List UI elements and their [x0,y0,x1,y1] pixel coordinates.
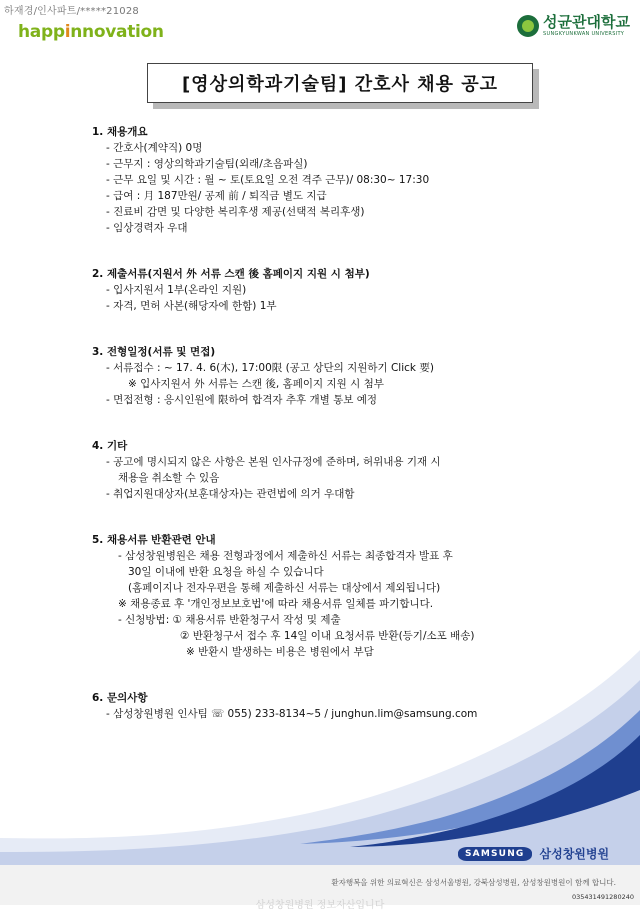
list-item: - 급여 : 月 187만원/ 공제 前 / 퇴직금 별도 지급 [106,190,327,202]
list-item-cont: ② 반환청구서 접수 후 14일 이내 요청서류 반환(등기/소포 배송) [180,630,475,642]
samsung-logo: SAMSUNG [458,847,532,861]
contact-line: - 삼성창원병원 인사팀 ☏ 055) 233-8134~5 / junghun.lim@samsung.com [106,708,478,720]
logo-text-happ: happ [18,22,65,42]
skku-emblem-icon [517,15,539,37]
section-title: 6. 문의사항 [92,692,148,704]
list-item: - 입사지원서 1부(온라인 지원) [106,284,247,296]
title-box [147,63,533,103]
list-item-note: ※ 입사지원서 外 서류는 스캔 後, 홈페이지 지원 시 첨부 [128,378,384,390]
list-item: - 삼성창원병원은 채용 전형과정에서 제출하신 서류는 최종합격자 발표 후 [118,550,453,562]
list-item: - 근무 요일 및 시간 : 월 ~ 토(토요일 오전 격주 근무)/ 08:30~ 17:30 [106,174,430,186]
footer-watermark: 삼성창원병원 정보자산입니다 [255,900,385,911]
list-item-note: ※ 채용종료 후 '개인정보보호법'에 따라 채용서류 일체를 파기합니다. [118,598,434,610]
section-title: 4. 기타 [92,440,128,452]
list-item-cont: 30일 이내에 반환 요청을 하실 수 있습니다 [128,566,324,578]
list-item: - 간호사(계약직) 0명 [106,142,203,154]
list-item-cont: (홈페이지나 전자우편을 통해 제출하신 서류는 대상에서 제외됩니다) [128,582,441,594]
notice-content [92,124,592,722]
skku-name: 성균관대학교 [543,13,630,31]
page-title: [영상의학과기술팀] 간호사 채용 공고 [181,74,499,95]
skku-sub: SUNGKYUNKWAN UNIVERSITY [543,31,625,37]
list-item: - 공고에 명시되지 않은 사항은 본원 인사규정에 준하며, 허위내용 기재 시 [106,456,441,468]
list-item: - 임상경력자 우대 [106,222,188,234]
section-overview [92,124,592,236]
section-title: 1. 채용개요 [92,126,148,138]
section-title: 2. 제출서류(지원서 外 서류 스캔 後 홈페이지 지원 시 첨부) [92,268,370,280]
list-item: - 자격, 면허 사본(해당자에 한함) 1부 [106,300,277,312]
list-item-note: ※ 반환시 발생하는 비용은 병원에서 부담 [186,646,374,658]
skku-logo [517,14,630,37]
top-watermark: 하재경/인사파트/*****21028 [4,6,139,17]
hospital-name: 삼성창원병원 [539,847,610,861]
section-title: 3. 전형일정(서류 및 면접) [92,346,216,358]
list-item: - 진료비 감면 및 다양한 복리후생 제공(선택적 복리후생) [106,206,365,218]
footer-code: 035431491280240 [571,893,634,901]
section-title: 5. 채용서류 반환관련 안내 [92,534,216,546]
section-etc [92,438,592,502]
footer-slogan: 환자행복을 위한 의료혁신은 삼성서울병원, 강북삼성병원, 삼성창원병원이 함께 합니다. [331,878,616,887]
happinnovation-logo [18,22,164,42]
section-schedule [92,344,592,408]
section-documents [92,266,592,314]
list-item: - 취업지원대상자(보훈대상자)는 관련법에 의거 우대함 [106,488,355,500]
list-item: - 면접전형 : 응시인원에 限하여 합격자 추후 개별 통보 예정 [106,394,378,406]
list-item: - 근무지 : 영상의학과기술팀(외래/초음파실) [106,158,308,170]
list-item: - 서류접수 : ~ 17. 4. 6(木), 17:00限 (공고 상단의 지원하기 Click 要) [106,362,434,374]
list-item-cont: 채용을 취소할 수 있음 [118,472,220,484]
logo-text-nnovation: nnovation [70,22,164,42]
logo-text-i: i [64,22,71,42]
bottom-wave-decoration [0,640,640,905]
samsung-hospital-logo [458,845,609,862]
list-item: - 신청방법: ① 채용서류 반환청구서 작성 및 제출 [118,614,341,626]
